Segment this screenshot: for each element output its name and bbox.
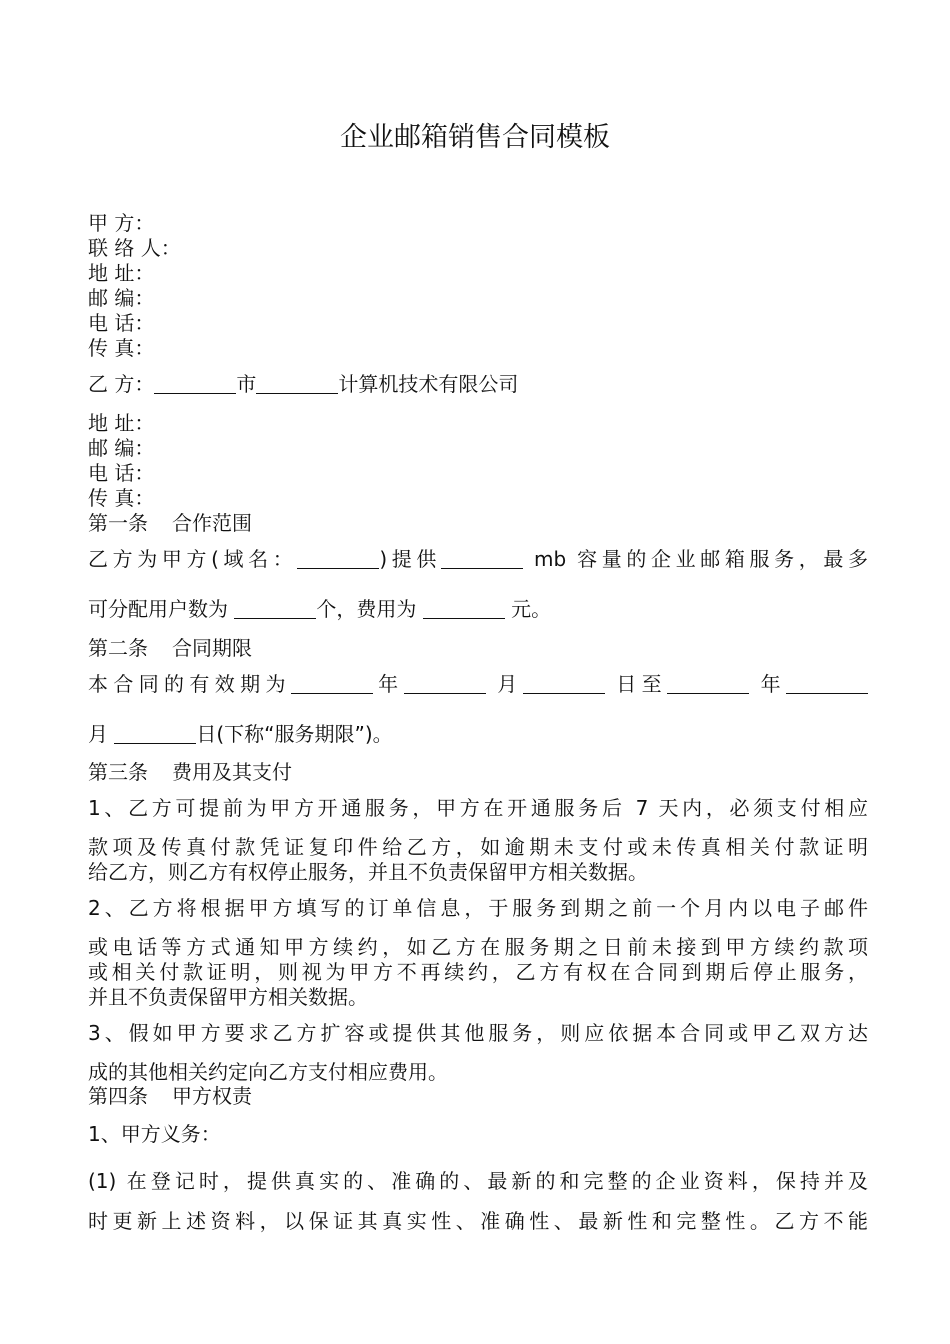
article-4-item-1-line-1: (1) 在登记时，提供真实的、准确的、最新的和完整的企业资料，保持并及 <box>88 1169 868 1193</box>
party-a-contact: 联 络 人： <box>88 236 181 260</box>
text-span: 本合同的有效期为 <box>88 672 291 696</box>
text-span: 日(下称“服务期限”)。 <box>196 722 393 746</box>
text-span: 年 <box>372 672 404 696</box>
article-4-subheading: 1、甲方义务： <box>88 1122 221 1146</box>
blank-field <box>523 673 605 694</box>
article-1-heading <box>88 510 868 536</box>
article-3-p2-line-1: 2、乙方将根据甲方填写的订单信息，于服务到期之前一个月内以电子邮件 <box>88 896 868 920</box>
party-a-postcode: 邮 编： <box>88 286 155 310</box>
text-span: 年 <box>748 672 787 696</box>
blank-field <box>234 598 316 619</box>
article-1-line-1 <box>88 546 868 572</box>
article-3-title: 费用及其支付 <box>172 760 292 784</box>
blank-field <box>256 373 338 394</box>
article-3-p3-line-1: 3、假如甲方要求乙方扩容或提供其他服务，则应依据本合同或甲乙双方达 <box>88 1021 868 1045</box>
party-a-name: 甲 方： <box>88 211 155 235</box>
article-1-line-2 <box>88 596 868 622</box>
party-b-name <box>88 371 868 397</box>
party-b-fax: 传 真： <box>88 486 155 510</box>
article-3-p1-line-3: 给乙方，则乙方有权停止服务，并且不负责保留甲方相关数据。 <box>88 860 648 884</box>
party-b-address: 地 址： <box>88 411 155 435</box>
party-a-phone: 电 话： <box>88 311 155 335</box>
article-4-item-1-line-2: 时更新上述资料，以保证其真实性、准确性、最新性和完整性。乙方不能 <box>88 1209 868 1233</box>
article-3-p2-line-2: 或电话等方式通知甲方续约，如乙方在服务期之日前未接到甲方续约款项 <box>88 935 868 959</box>
article-3-p2-line-4: 并且不负责保留甲方相关数据。 <box>88 985 368 1009</box>
article-1-number: 第一条 <box>88 511 148 535</box>
article-3-heading <box>88 759 868 785</box>
article-2-heading <box>88 635 868 661</box>
blank-field <box>423 598 505 619</box>
blank-field <box>786 673 868 694</box>
text-span: )提供 <box>379 547 442 571</box>
article-4-number: 第四条 <box>88 1084 148 1108</box>
text-span: 元。 <box>511 597 552 621</box>
article-2-title: 合同期限 <box>172 636 252 660</box>
text-span: 可分配用户数为 <box>88 597 228 621</box>
party-b-company-suffix: 计算机技术有限公司 <box>338 372 519 396</box>
blank-field <box>404 673 486 694</box>
blank-field <box>297 548 379 569</box>
article-4-title: 甲方权责 <box>172 1084 252 1108</box>
article-2-line-1 <box>88 671 868 697</box>
text-span: 个，费用为 <box>316 597 417 621</box>
party-b-postcode: 邮 编： <box>88 436 155 460</box>
article-1-title: 合作范围 <box>172 511 252 535</box>
text-span: 日至 <box>604 672 667 696</box>
text-span: 月 <box>485 672 523 696</box>
article-2-number: 第二条 <box>88 636 148 660</box>
blank-field <box>667 673 749 694</box>
article-3-p2-line-3: 或相关付款证明，则视为甲方不再续约，乙方有权在合同到期后停止服务， <box>88 960 868 984</box>
document-title: 企业邮箱销售合同模板 <box>340 122 610 153</box>
article-3-p1-line-2: 款项及传真付款凭证复印件给乙方，如逾期未支付或未传真相关付款证明 <box>88 835 868 859</box>
text-span: 月 <box>88 722 108 746</box>
blank-field <box>291 673 373 694</box>
party-a-fax: 传 真： <box>88 336 155 360</box>
article-4-heading <box>88 1083 868 1109</box>
article-3-p3-line-2: 成的其他相关约定向乙方支付相应费用。 <box>88 1060 448 1084</box>
text-span: mb 容量的企业邮箱服务，最多 <box>523 547 868 571</box>
article-2-line-2 <box>88 721 868 747</box>
article-3-p1-line-1: 1、乙方可提前为甲方开通服务，甲方在开通服务后 7 天内，必须支付相应 <box>88 796 868 820</box>
article-3-number: 第三条 <box>88 760 148 784</box>
text-span: 乙方为甲方(域名： <box>88 547 298 571</box>
blank-field <box>114 723 196 744</box>
party-b-phone: 电 话： <box>88 461 155 485</box>
party-a-address: 地 址： <box>88 261 155 285</box>
blank-field <box>154 373 236 394</box>
party-b-city-suffix: 市 <box>236 372 257 396</box>
blank-field <box>441 548 523 569</box>
party-b-name-label: 乙 方： <box>88 372 155 396</box>
